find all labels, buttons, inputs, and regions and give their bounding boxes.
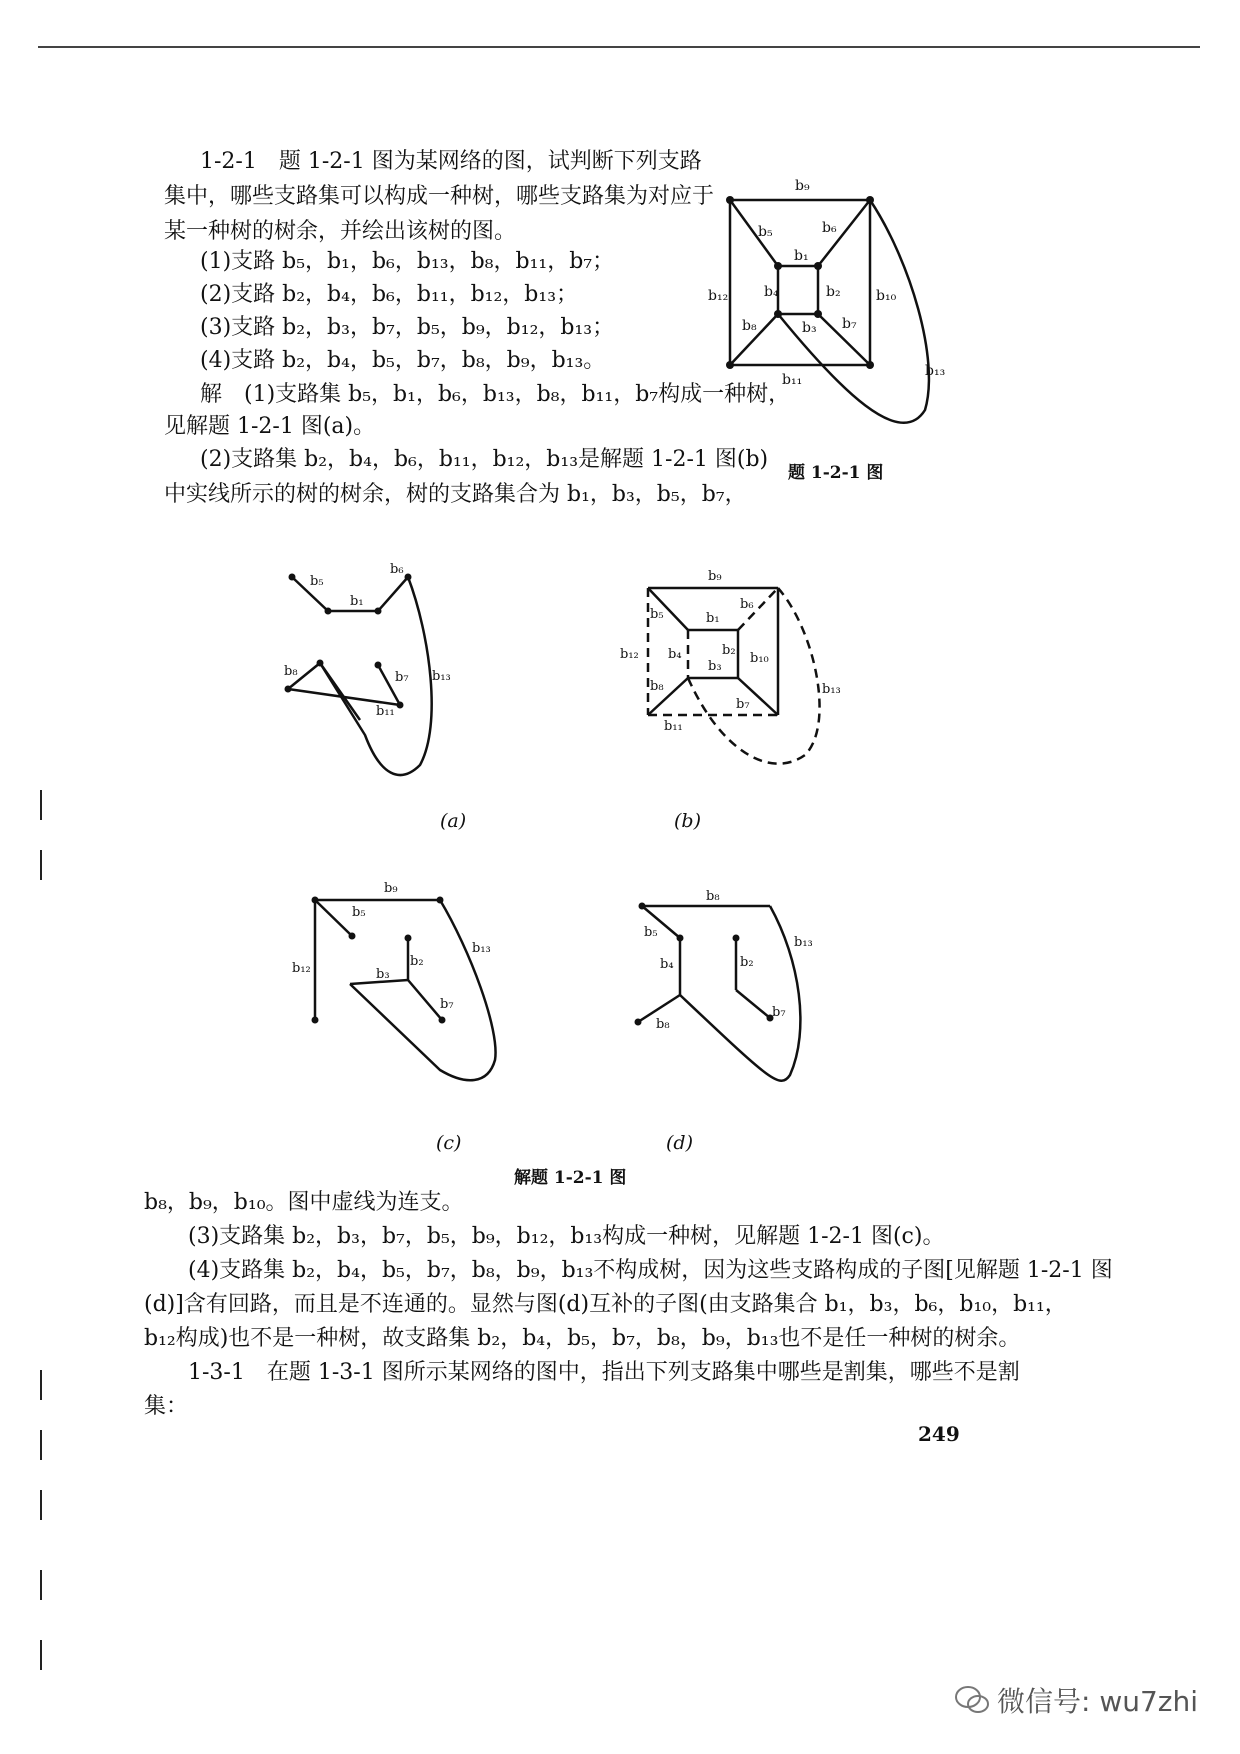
- svg-text:b₁₁: b₁₁: [782, 372, 803, 388]
- binding-mark: [40, 1370, 42, 1400]
- svg-text:b₂: b₂: [826, 284, 841, 300]
- continuation-line-4: (d)]含有回路，而且是不连通的。显然与图(d)互补的子图(由支路集合 b₁，b₃，b₆，b₁₀，b₁₁，: [144, 1292, 1067, 1317]
- item-1: (1)支路 b₅，b₁，b₆，b₁₃，b₈，b₁₁，b₇；: [200, 249, 615, 274]
- svg-text:b₁₀: b₁₀: [750, 651, 769, 666]
- svg-text:b₁₃: b₁₃: [432, 669, 451, 684]
- svg-text:b₂: b₂: [740, 955, 754, 970]
- solution-line-2: 见解题 1-2-1 图(a)。: [164, 414, 376, 439]
- svg-text:b₈: b₈: [650, 679, 664, 694]
- problem-intro-line-3: 某一种树的树余，并绘出该树的图。: [164, 219, 517, 244]
- solution-line-4: 中实线所示的树的树余，树的支路集合为 b₁，b₃，b₅，b₇，: [164, 482, 747, 507]
- binding-mark: [40, 850, 42, 880]
- svg-text:b₄: b₄: [764, 284, 779, 300]
- svg-text:b₆: b₆: [740, 597, 754, 612]
- item-3: (3)支路 b₂，b₃，b₇，b₅，b₉，b₁₂，b₁₃；: [200, 315, 615, 340]
- svg-text:b₁₃: b₁₃: [925, 363, 946, 379]
- svg-text:b₁₂: b₁₂: [292, 961, 311, 976]
- binding-mark: [40, 1430, 42, 1460]
- svg-text:b₂: b₂: [410, 954, 424, 969]
- svg-text:b₆: b₆: [822, 220, 837, 236]
- svg-text:b₃: b₃: [708, 659, 722, 674]
- problem-131-line-1: 1-3-1 在题 1-3-1 图所示某网络的图中，指出下列支路集中哪些是割集，哪些不是割: [188, 1360, 1020, 1385]
- svg-text:b₁₀: b₁₀: [876, 288, 897, 304]
- svg-text:b₁₁: b₁₁: [664, 719, 683, 734]
- svg-text:b₂: b₂: [722, 643, 736, 658]
- svg-text:b₇: b₇: [440, 997, 454, 1012]
- continuation-line-2: (3)支路集 b₂，b₃，b₇，b₅，b₉，b₁₂，b₁₃构成一种树，见解题 1-2-1 图(c)。: [188, 1224, 945, 1249]
- svg-text:b₉: b₉: [795, 178, 810, 194]
- svg-text:b₅: b₅: [644, 925, 658, 940]
- svg-text:b₅: b₅: [650, 607, 664, 622]
- svg-text:b₁₃: b₁₃: [472, 941, 491, 956]
- binding-mark: [40, 790, 42, 820]
- solution-figure-caption: 解题 1-2-1 图: [514, 1168, 627, 1188]
- svg-text:b₄: b₄: [660, 957, 674, 972]
- svg-text:b₈: b₈: [742, 318, 757, 334]
- svg-text:b₁₁: b₁₁: [376, 704, 395, 719]
- svg-text:b₁₃: b₁₃: [794, 935, 813, 950]
- subfigure-a: [270, 555, 490, 785]
- svg-text:b₇: b₇: [736, 697, 750, 712]
- subfigure-c-label: (c): [436, 1132, 462, 1154]
- subfigure-b: [610, 560, 860, 780]
- solution-line-1: 解 (1)支路集 b₅，b₁，b₆，b₁₃，b₈，b₁₁，b₇构成一种树，: [200, 382, 791, 407]
- svg-text:b₁: b₁: [794, 248, 809, 264]
- svg-text:b₅: b₅: [352, 905, 366, 920]
- binding-mark: [40, 1570, 42, 1600]
- continuation-line-3: (4)支路集 b₂，b₄，b₅，b₇，b₈，b₉，b₁₃不构成树，因为这些支路构成的子图[见解题 1-2-1 图: [188, 1258, 1113, 1283]
- svg-text:b₇: b₇: [842, 316, 857, 332]
- solution-line-3: (2)支路集 b₂，b₄，b₆，b₁₁，b₁₂，b₁₃是解题 1-2-1 图(b): [200, 447, 769, 472]
- subfigure-b-label: (b): [674, 810, 701, 832]
- subfigure-d: [620, 880, 850, 1100]
- page-top-rule: [38, 46, 1200, 48]
- figure-caption: 题 1-2-1 图: [788, 463, 884, 483]
- svg-text:b₄: b₄: [668, 647, 682, 662]
- continuation-line-5: b₁₂构成)也不是一种树，故支路集 b₂，b₄，b₅，b₇，b₈，b₉，b₁₃也不是任一种树的树余。: [144, 1326, 1021, 1351]
- binding-mark: [40, 1490, 42, 1520]
- svg-text:b₇: b₇: [395, 670, 409, 685]
- svg-text:b₈: b₈: [706, 889, 720, 904]
- continuation-line-1: b₈，b₉，b₁₀。图中虚线为连支。: [144, 1190, 464, 1215]
- svg-text:b₅: b₅: [758, 224, 773, 240]
- network-graph-figure: [690, 160, 980, 460]
- svg-text:b₈: b₈: [656, 1017, 670, 1032]
- svg-text:b₈: b₈: [284, 664, 298, 679]
- item-4: (4)支路 b₂，b₄，b₅，b₇，b₈，b₉，b₁₃。: [200, 348, 606, 373]
- binding-mark: [40, 1640, 42, 1670]
- svg-text:b₉: b₉: [708, 569, 722, 584]
- subfigure-d-label: (d): [666, 1132, 693, 1154]
- svg-text:b₇: b₇: [772, 1005, 786, 1020]
- item-2: (2)支路 b₂，b₄，b₆，b₁₁，b₁₂，b₁₃；: [200, 282, 579, 307]
- subfigure-a-label: (a): [440, 810, 467, 832]
- problem-intro-line-1: 1-2-1 题 1-2-1 图为某网络的图，试判断下列支路: [200, 149, 702, 174]
- svg-text:b₉: b₉: [384, 881, 398, 896]
- page-number: 249: [918, 1422, 960, 1446]
- svg-text:b₅: b₅: [310, 574, 324, 589]
- svg-text:b₃: b₃: [802, 320, 817, 336]
- svg-text:b₁: b₁: [706, 611, 720, 626]
- watermark: [955, 1680, 1198, 1720]
- svg-text:b₁₂: b₁₂: [708, 288, 729, 304]
- problem-intro-line-2: 集中，哪些支路集可以构成一种树，哪些支路集为对应于: [164, 184, 715, 209]
- subfigure-c: [290, 880, 520, 1100]
- problem-131-line-2: 集：: [144, 1394, 189, 1419]
- svg-text:b₆: b₆: [390, 562, 404, 577]
- svg-text:b₁₂: b₁₂: [620, 647, 639, 662]
- svg-text:b₃: b₃: [376, 967, 390, 982]
- wechat-icon: [955, 1685, 989, 1715]
- watermark-text: 微信号: wu7zhi: [997, 1685, 1199, 1718]
- svg-text:b₁: b₁: [350, 594, 364, 609]
- svg-text:b₁₃: b₁₃: [822, 682, 841, 697]
